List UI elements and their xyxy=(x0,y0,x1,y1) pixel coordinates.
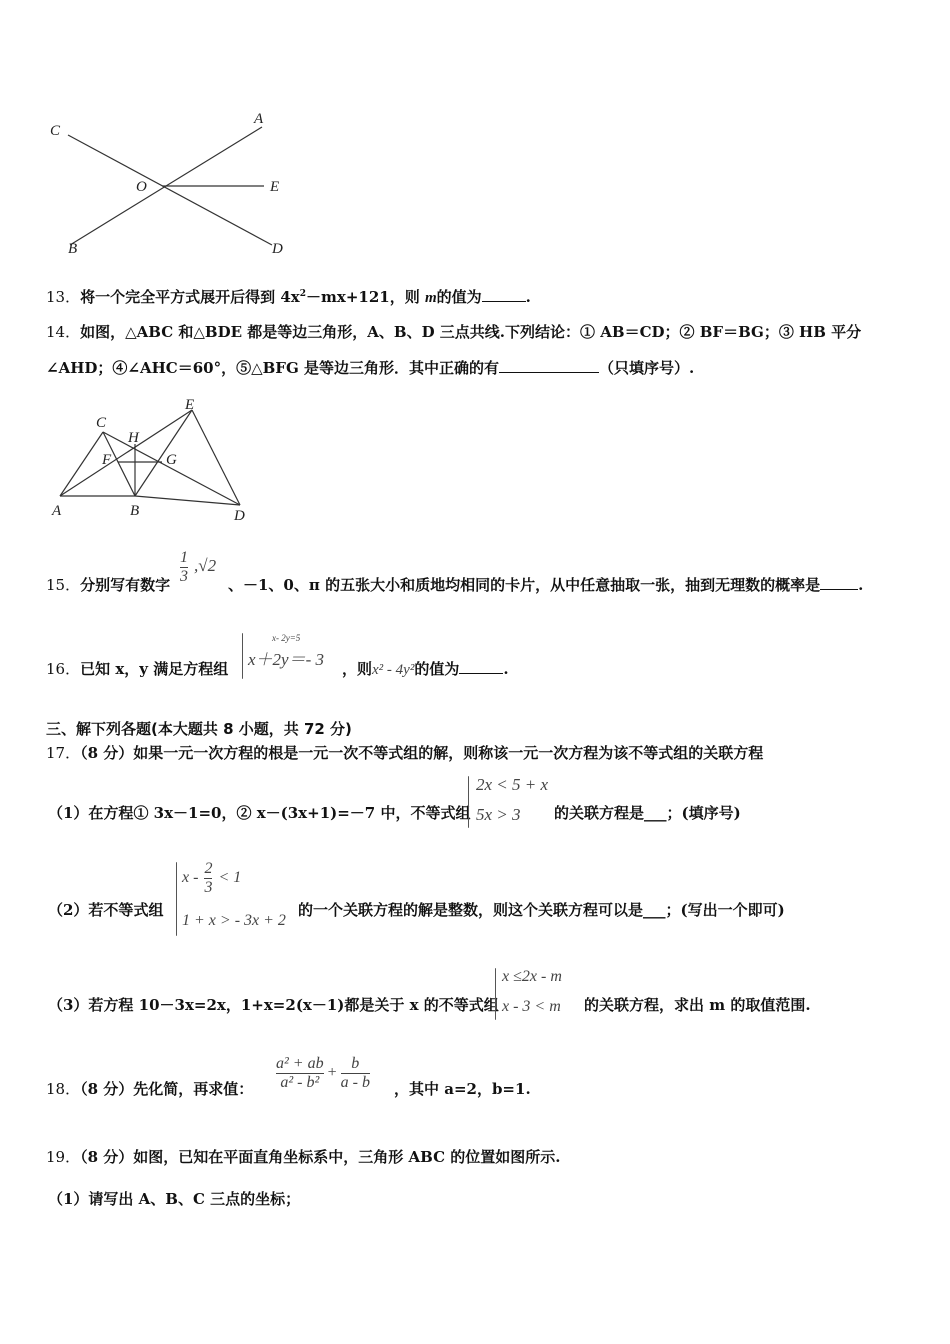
question-15: 15．分别写有数字 xyxy=(46,576,171,594)
q18-expression: $\frac{\text{a² + ab}}{\text{a² - b²}}$ + $\frac{b}{a - b}$ xyxy=(276,1055,370,1091)
label-c: C xyxy=(50,123,61,139)
q17-p2-ineq2: 1 + x > - 3x + 2 xyxy=(182,912,286,929)
label-o: O xyxy=(136,179,147,195)
q15-fraction: $\frac{1}{3}$ xyxy=(180,549,188,585)
q17-part1-tail: 的关联方程是___；(填序号) xyxy=(554,804,741,822)
q17-p3-ineq2: x - 3 < m xyxy=(502,998,561,1015)
question-15-tail: 、－1、0、π 的五张大小和质地均相同的卡片，从中任意抽取一张，抽到无理数的概率是 . xyxy=(228,576,864,594)
q17-p3-brace xyxy=(495,968,496,1020)
label-a: A xyxy=(254,111,264,127)
label-b: B xyxy=(68,241,78,257)
question-18: 18．（8 分）先化简，再求值： xyxy=(46,1080,254,1098)
q17-p2-brace xyxy=(176,862,177,936)
q17-p1-ineq1: 2x < 5 + x xyxy=(476,775,549,794)
angle-figure xyxy=(40,105,300,265)
q17-part2: （2）若不等式组 xyxy=(48,901,164,919)
question-17-intro: 17．（8 分）如果一元一次方程的根是一元一次不等式组的解，则称该一元一次方程为该不等式组的关联方程 xyxy=(46,744,764,762)
svg-text:H: H xyxy=(128,430,139,446)
svg-text:A: A xyxy=(52,503,62,519)
q16-brace xyxy=(242,633,243,679)
q17-p1-brace xyxy=(468,776,469,828)
q16-eq2: x＋2y＝- 3 xyxy=(248,650,325,669)
label-d: D xyxy=(272,241,283,257)
q17-part3: （3）若方程 10－3x=2x，1+x=2(x－1)都是关于 x 的不等式组 xyxy=(48,996,499,1014)
question-13: 13．将一个完全平方式展开后得到 $4x^2-mx+121$，则 m的值为 . xyxy=(46,288,531,306)
svg-text:C: C xyxy=(96,415,107,431)
question-16: 16．已知 x，y 满足方程组 xyxy=(46,660,229,678)
svg-text:F: F xyxy=(102,452,112,468)
svg-text:E: E xyxy=(185,397,195,413)
q17-p1-ineq2: 5x > 3 xyxy=(476,805,521,824)
q15-sqrt: ,√2 xyxy=(194,556,217,575)
q19-part1: （1）请写出 A、B、C 三点的坐标； xyxy=(48,1190,301,1208)
question-19: 19．（8 分）如图，已知在平面直角坐标系中，三角形 ABC 的位置如图所示. xyxy=(46,1148,561,1166)
svg-text:B: B xyxy=(130,503,140,519)
q17-part3-tail: 的关联方程，求出 m 的取值范围. xyxy=(584,996,811,1014)
q16-eq1: x- 2y=5 xyxy=(272,633,301,643)
label-e: E xyxy=(270,179,280,195)
question-18-tail: ，其中 a=2，b=1. xyxy=(394,1080,531,1098)
line-cd xyxy=(68,135,272,245)
q17-p3-ineq1: x ≤2x - m xyxy=(502,968,562,985)
svg-text:G: G xyxy=(166,452,177,468)
svg-text:D: D xyxy=(234,508,245,524)
triangle-figure xyxy=(44,394,264,524)
q17-p2-ineq1: x - $\frac{2}{3}$ < 1 xyxy=(182,860,242,896)
section-3-title: 三、解下列各题(本大题共 8 小题，共 72 分) xyxy=(46,720,352,738)
question-16-tail: ，则x² - 4y²的值为 . xyxy=(342,660,509,678)
q17-part2-tail: 的一个关联方程的解是整数，则这个关联方程可以是___；(写出一个即可) xyxy=(298,901,785,919)
q17-part1: （1）在方程① 3x－1=0，② x－(3x+1)=－7 中，不等式组 xyxy=(48,804,471,822)
question-14-line2: ∠AHD；④∠AHC＝60°，⑤△BFG 是等边三角形．其中正确的有 （只填序号）. xyxy=(46,359,695,377)
question-14-line1: 14．如图，△ABC 和△BDE 都是等边三角形，A、B、D 三点共线.下列结论：① AB＝CD；② BF＝BG；③ HB 平分 xyxy=(46,323,862,341)
